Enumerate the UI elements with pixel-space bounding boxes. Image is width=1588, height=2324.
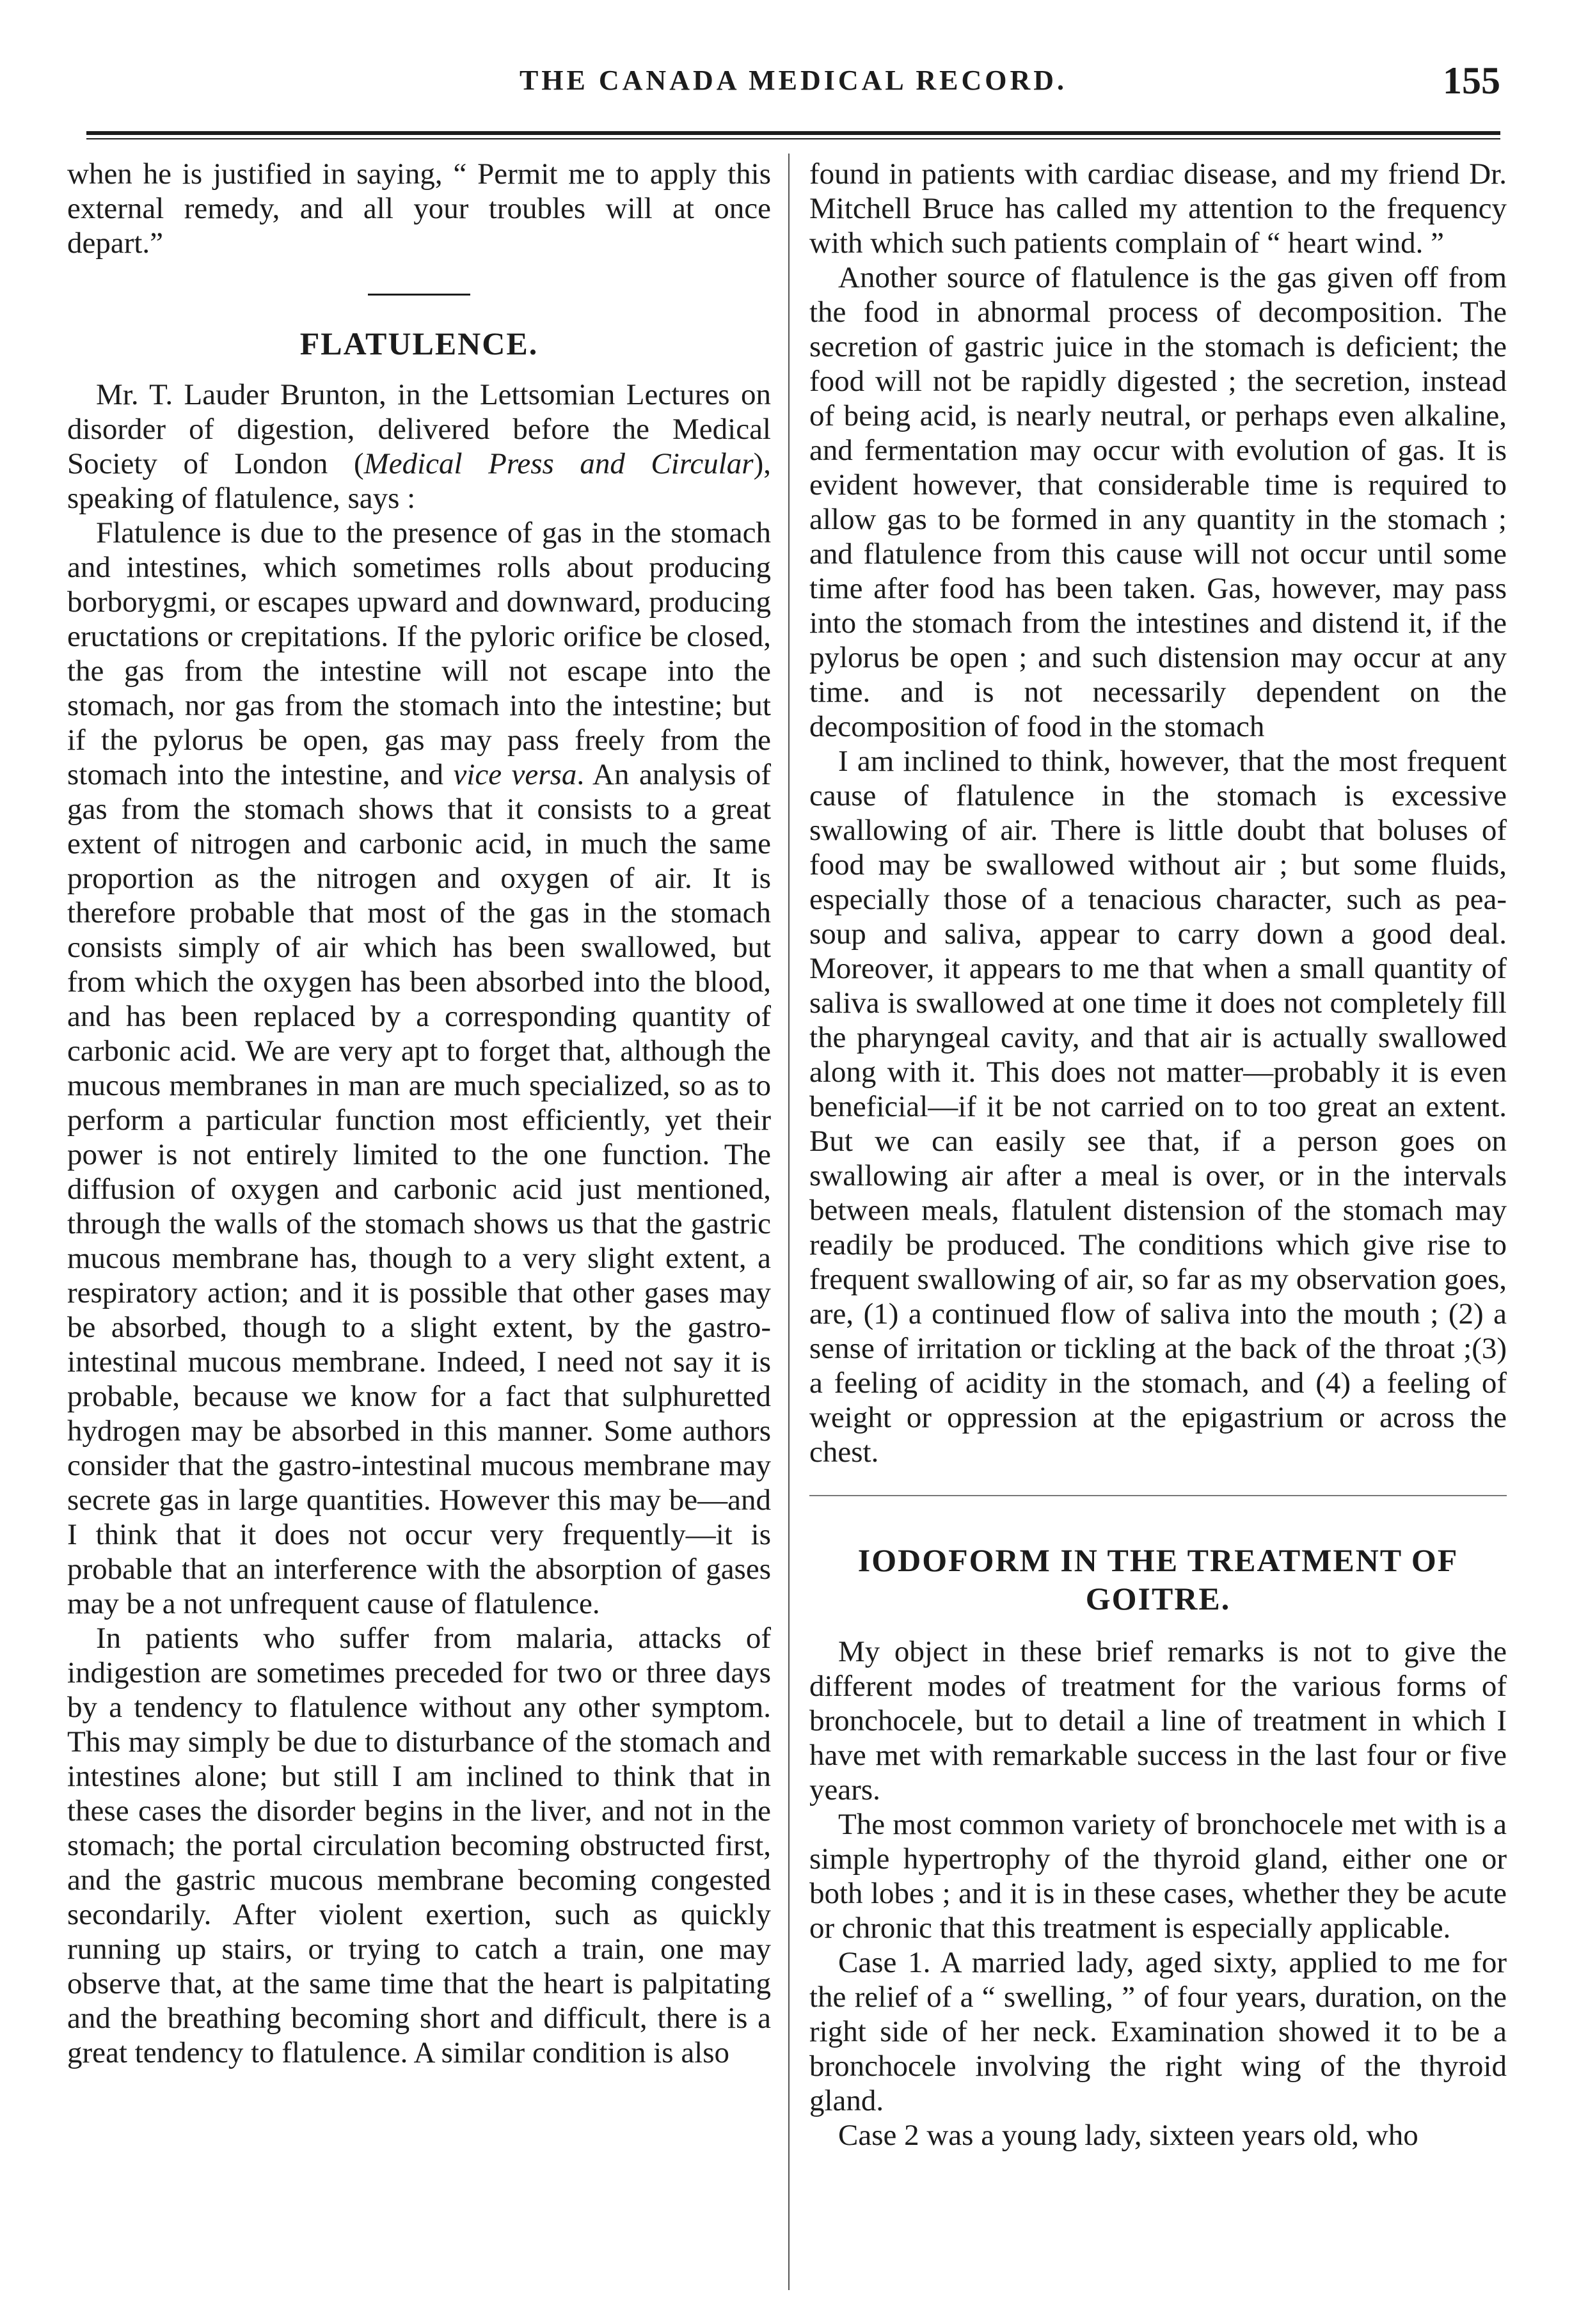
- page-number: 155: [1443, 59, 1500, 102]
- body-paragraph: My object in these brief remarks is not to give the different modes of treatment for the various forms of bronchocele, but to detail a line of treatment in which I have met with remarkable success in the last four or five years.: [809, 1635, 1507, 1806]
- paragraph-text-continued: . An analysis of gas from the stomach shows that it consists to a great extent of nitrogen and carbonic acid, in much the same proportion as the nitrogen and oxygen of air. It is therefore probable that most of the gas in the stomach consists simply of air which has been swallowed, but from which the oxygen has been absorbed into the blood, and has been replaced by a corresponding quantity of carbonic acid. We are very apt to forget that, although the mucous membranes in man are much specialized, so as to perform a particular function most efficiently, yet their power is not entirely limited to the one function. The diffusion of oxygen and carbonic acid just mentioned, through the walls of the stomach shows us that the gastric mucous membrane has, though to a very slight extent, a respiratory action; and it is possible that other gases may be absorbed, though to a slight extent, by the gastro-intestinal mucous membrane. Indeed, I need not say it is probable, because we know for a fact that sulphuretted hydrogen may be absorbed in this manner. Some authors consider that the gastro-intestinal mucous membrane may secrete gas in large quantities. However this may be—and I think that it does not occur very frequently—it is probable that an interference with the absorption of gases may be a not unfrequent cause of flatulence.: [67, 758, 771, 1620]
- header-rule-thin: [86, 138, 1500, 139]
- opening-paragraph: when he is justified in saying, “ Permit me to apply this external remedy, and all your troubles will at once depart.”: [67, 157, 771, 260]
- section-separator: [368, 294, 470, 296]
- column-divider: [788, 154, 790, 2290]
- latin-phrase: vice versa: [453, 758, 577, 791]
- header-rule-thick: [86, 131, 1500, 135]
- body-paragraph: In patients who suffer from malaria, attacks of indigestion are sometimes preceded for two or three days by a tendency to flatulence without any other symptom. This may simply be due to disturbance of the stomach and intestines alone; but still I am inclined to think that in these cases the disorder begins in the liver, and not in the stomach; the portal circulation becoming obstructed first, and the gastric mucous membrane becoming congested secondarily. After violent exertion, such as quickly running up stairs, or trying to catch a train, one may observe that, at the same time that the heart is palpitating and the breathing becoming short and difficult, there is a great tendency to flatulence. A similar condition is also: [67, 1622, 771, 2069]
- intro-text: Mr. T. Lauder Brunton, in the Lettsomian Lectures on disorder of digestion, delivered before the Medical Society of London (: [67, 378, 771, 480]
- body-paragraph: [67, 516, 771, 1621]
- section-title-flatulence: FLATULENCE.: [299, 326, 539, 361]
- body-paragraph: I am inclined to think, however, that the most frequent cause of flatulence in the stomach is excessive swallowing of air. There is little doubt that boluses of food may be swallowed without air ; but some fluids, especially those of a tenacious character, such as pea-soup and saliva, appear to carry down a good deal. Moreover, it appears to me that when a small quantity of saliva is swallowed at one time it does not completely fill the pharyngeal cavity, and that air is actually swallowed along with it. This does not matter—probably it is even beneficial—if it be not carried on to too great an extent. But we can easily see that, if a person goes on swallowing air after a meal is over, or in the intervals between meals, flatulent distension of the stomach may readily be produced. The conditions which give rise to frequent swallowing of air, so far as my observation goes, are, (1) a continued flow of saliva into the mouth ; (2) a sense of irritation or tickling at the back of the throat ;(3) a feeling of acidity in the stomach, and (4) a feeling of weight or oppression at the epigastrium or across the chest.: [809, 745, 1507, 1469]
- citation-source: Medical Press and Circular: [363, 447, 754, 480]
- intro-paragraph: [67, 377, 771, 516]
- paragraph-text: Flatulence is due to the presence of gas in the stomach and intestines, which sometimes rolls about producing borborygmi, or escapes upward and downward, producing eructations or crepitations. If the pyloric orifice be closed, the gas from the intestine will not escape into the stomach, nor gas from the stomach into the intestine; but if the pylorus be open, gas may pass freely from the stomach into the intestine, and: [67, 516, 771, 791]
- section-title-iodoform: IODOFORM IN THE TREATMENT OF GOITRE.: [857, 1542, 1459, 1617]
- body-paragraph: Another source of flatulence is the gas given off from the food in abnormal process of decomposition. The secretion of gastric juice in the stomach is deficient; the food will not be rapidly digested ; the secretion, instead of being acid, is nearly neutral, or perhaps even alkaline, and fermentation may occur with evolution of gas. It is evident however, that considerable time is required to allow gas to be formed in any quantity in the stomach ; and flatulence from this cause will not occur until some time after food has been taken. Gas, however, may pass into the stomach from the intestines and distend it, if the pylorus be open ; and such distension may occur at any time. and is not necessarily dependent on the decomposition of food in the stomach: [809, 261, 1507, 743]
- left-column: [67, 157, 771, 2070]
- body-paragraph: Case 2 was a young lady, sixteen years old, who: [838, 2119, 1418, 2152]
- running-header: [86, 59, 1500, 110]
- continued-paragraph: found in patients with cardiac disease, and my friend Dr. Mitchell Bruce has called my attention to the frequency with which such patients complain of “ heart wind. ”: [809, 157, 1507, 260]
- body-paragraph: The most common variety of bronchocele met with is a simple hypertrophy of the thyroid gland, either one or both lobes ; and it is in these cases, whether they be acute or chronic that this treatment is especially applicable.: [809, 1808, 1507, 1945]
- journal-title: THE CANADA MEDICAL RECORD.: [519, 65, 1068, 96]
- section-rule: [809, 1495, 1507, 1496]
- intro-text-continued: ), speaking of flatulence, says :: [67, 447, 771, 515]
- right-column: [809, 157, 1507, 2153]
- body-paragraph: Case 1. A married lady, aged sixty, applied to me for the relief of a “ swelling, ” of four years, duration, on the right side of her neck. Examination showed it to be a bronchocele involving the right wing of the thyroid gland.: [809, 1946, 1507, 2117]
